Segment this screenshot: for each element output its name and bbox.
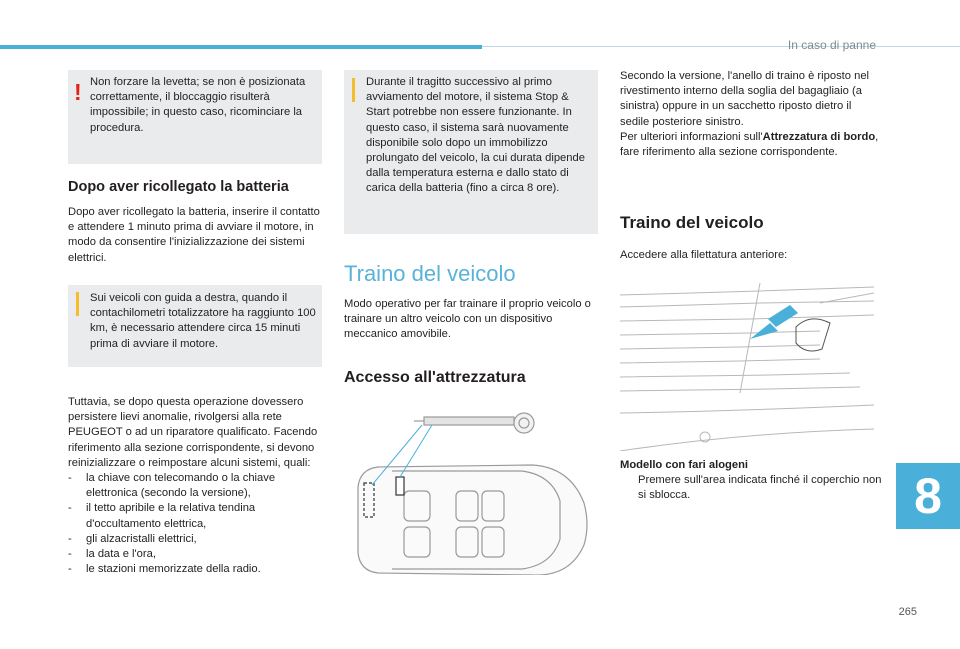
heading-tool-access: Accesso all'attrezzatura [344, 369, 526, 386]
list-item: - le stazioni memorizzate della radio. [68, 562, 328, 577]
halogen-caption: Modello con fari alogeni [620, 459, 749, 471]
section-title: In caso di panne [787, 38, 876, 52]
step-item [620, 473, 882, 503]
chapter-tab: 8 [896, 463, 960, 529]
header-accent-bar [0, 45, 482, 49]
heading-towing: Traino del veicolo [620, 213, 764, 232]
paragraph-battery: Dopo aver ricollegato la batteria, inserire il contatto e attendere 1 minuto prima di avviare il motore, in modo da consentire l'inizializzazione dei sistemi elettrici. [68, 206, 320, 264]
info-text-rhd: Sui veicoli con guida a destra, quando il contachilometri totalizzatore ha raggiunto 100 km, è necessario attendere circa 15 minuti prima di avviare il motore. [90, 292, 316, 350]
onboard-tools-link-text: Attrezzatura di bordo [762, 130, 876, 143]
list-item: - il tetto apribile e la relativa tendina d'occultamento elettrica, [68, 501, 328, 531]
paragraph-onboard-tools [620, 130, 882, 160]
step-text: Premere sull'area indicata finché il coperchio non si sblocca. [638, 474, 882, 502]
page-title: Traino del veicolo [344, 261, 516, 286]
info-text-stopstart: Durante il tragitto successivo al primo avviamento del motore, il sistema Stop & Start potrebbe non essere funzionante. In questo caso, il sistema sarà nuovamente disponibile solo dopo un immobilizzo prolungato del veicolo, la cui durata dipende dalla temperatura esterna e dallo stato di carica della batteria (fino a circa 8 ore). [366, 76, 585, 195]
paragraph-towing: Modo operativo per far trainare il proprio veicolo o trainare un altro veicolo con un dispositivo meccanico amovibile. [344, 298, 591, 341]
paragraph-tow-ring-text: Secondo la versione, l'anello di traino è riposto nel rivestimento interno della soglia del bagagliaio (a sinistra) oppure in un sacchetto riposto dietro il sedile posteriore sinistro. [620, 70, 870, 128]
info-icon [76, 292, 79, 316]
halogen-instructions [620, 458, 882, 504]
list-item: - gli alzacristalli elettrici, [68, 532, 328, 547]
paragraph-tow-ring-location [620, 69, 882, 160]
header-rule [482, 46, 960, 47]
onboard-tools-prefix: Per ulteriori informazioni sull' [620, 130, 763, 143]
warning-text: Non forzare la levetta; se non è posizionata correttamente, il bloccaggio risulterà impossibile; in questo caso, ricominciare la procedura. [90, 76, 306, 134]
reset-systems-list [68, 471, 328, 577]
list-item: - la chiave con telecomando o la chiave elettronica (secondo la versione), [68, 471, 328, 501]
car-top-view-illustration [352, 405, 594, 575]
warning-icon: ! [74, 79, 82, 105]
info-icon [352, 78, 355, 102]
onboard-tools-suffix: , fare riferimento alla sezione corrispondente. [620, 130, 879, 159]
paragraph-front-thread: Accedere alla filettatura anteriore: [620, 249, 788, 261]
list-item: - la data e l'ora, [68, 547, 328, 562]
page-number: 265 [898, 606, 917, 618]
paragraph-anomalies-text: Tuttavia, se dopo questa operazione dovessero persistere lievi anomalie, rivolgersi alla rete PEUGEOT o ad un riparatore qualificato. Facendo riferimento alla sezione corrispondente, si devono reinizializzare o reimpostare alcuni sistemi, quali: [68, 396, 318, 469]
front-bumper-illustration [620, 283, 874, 451]
paragraph-anomalies [68, 395, 328, 577]
heading-after-battery: Dopo aver ricollegato la batteria [68, 179, 289, 195]
